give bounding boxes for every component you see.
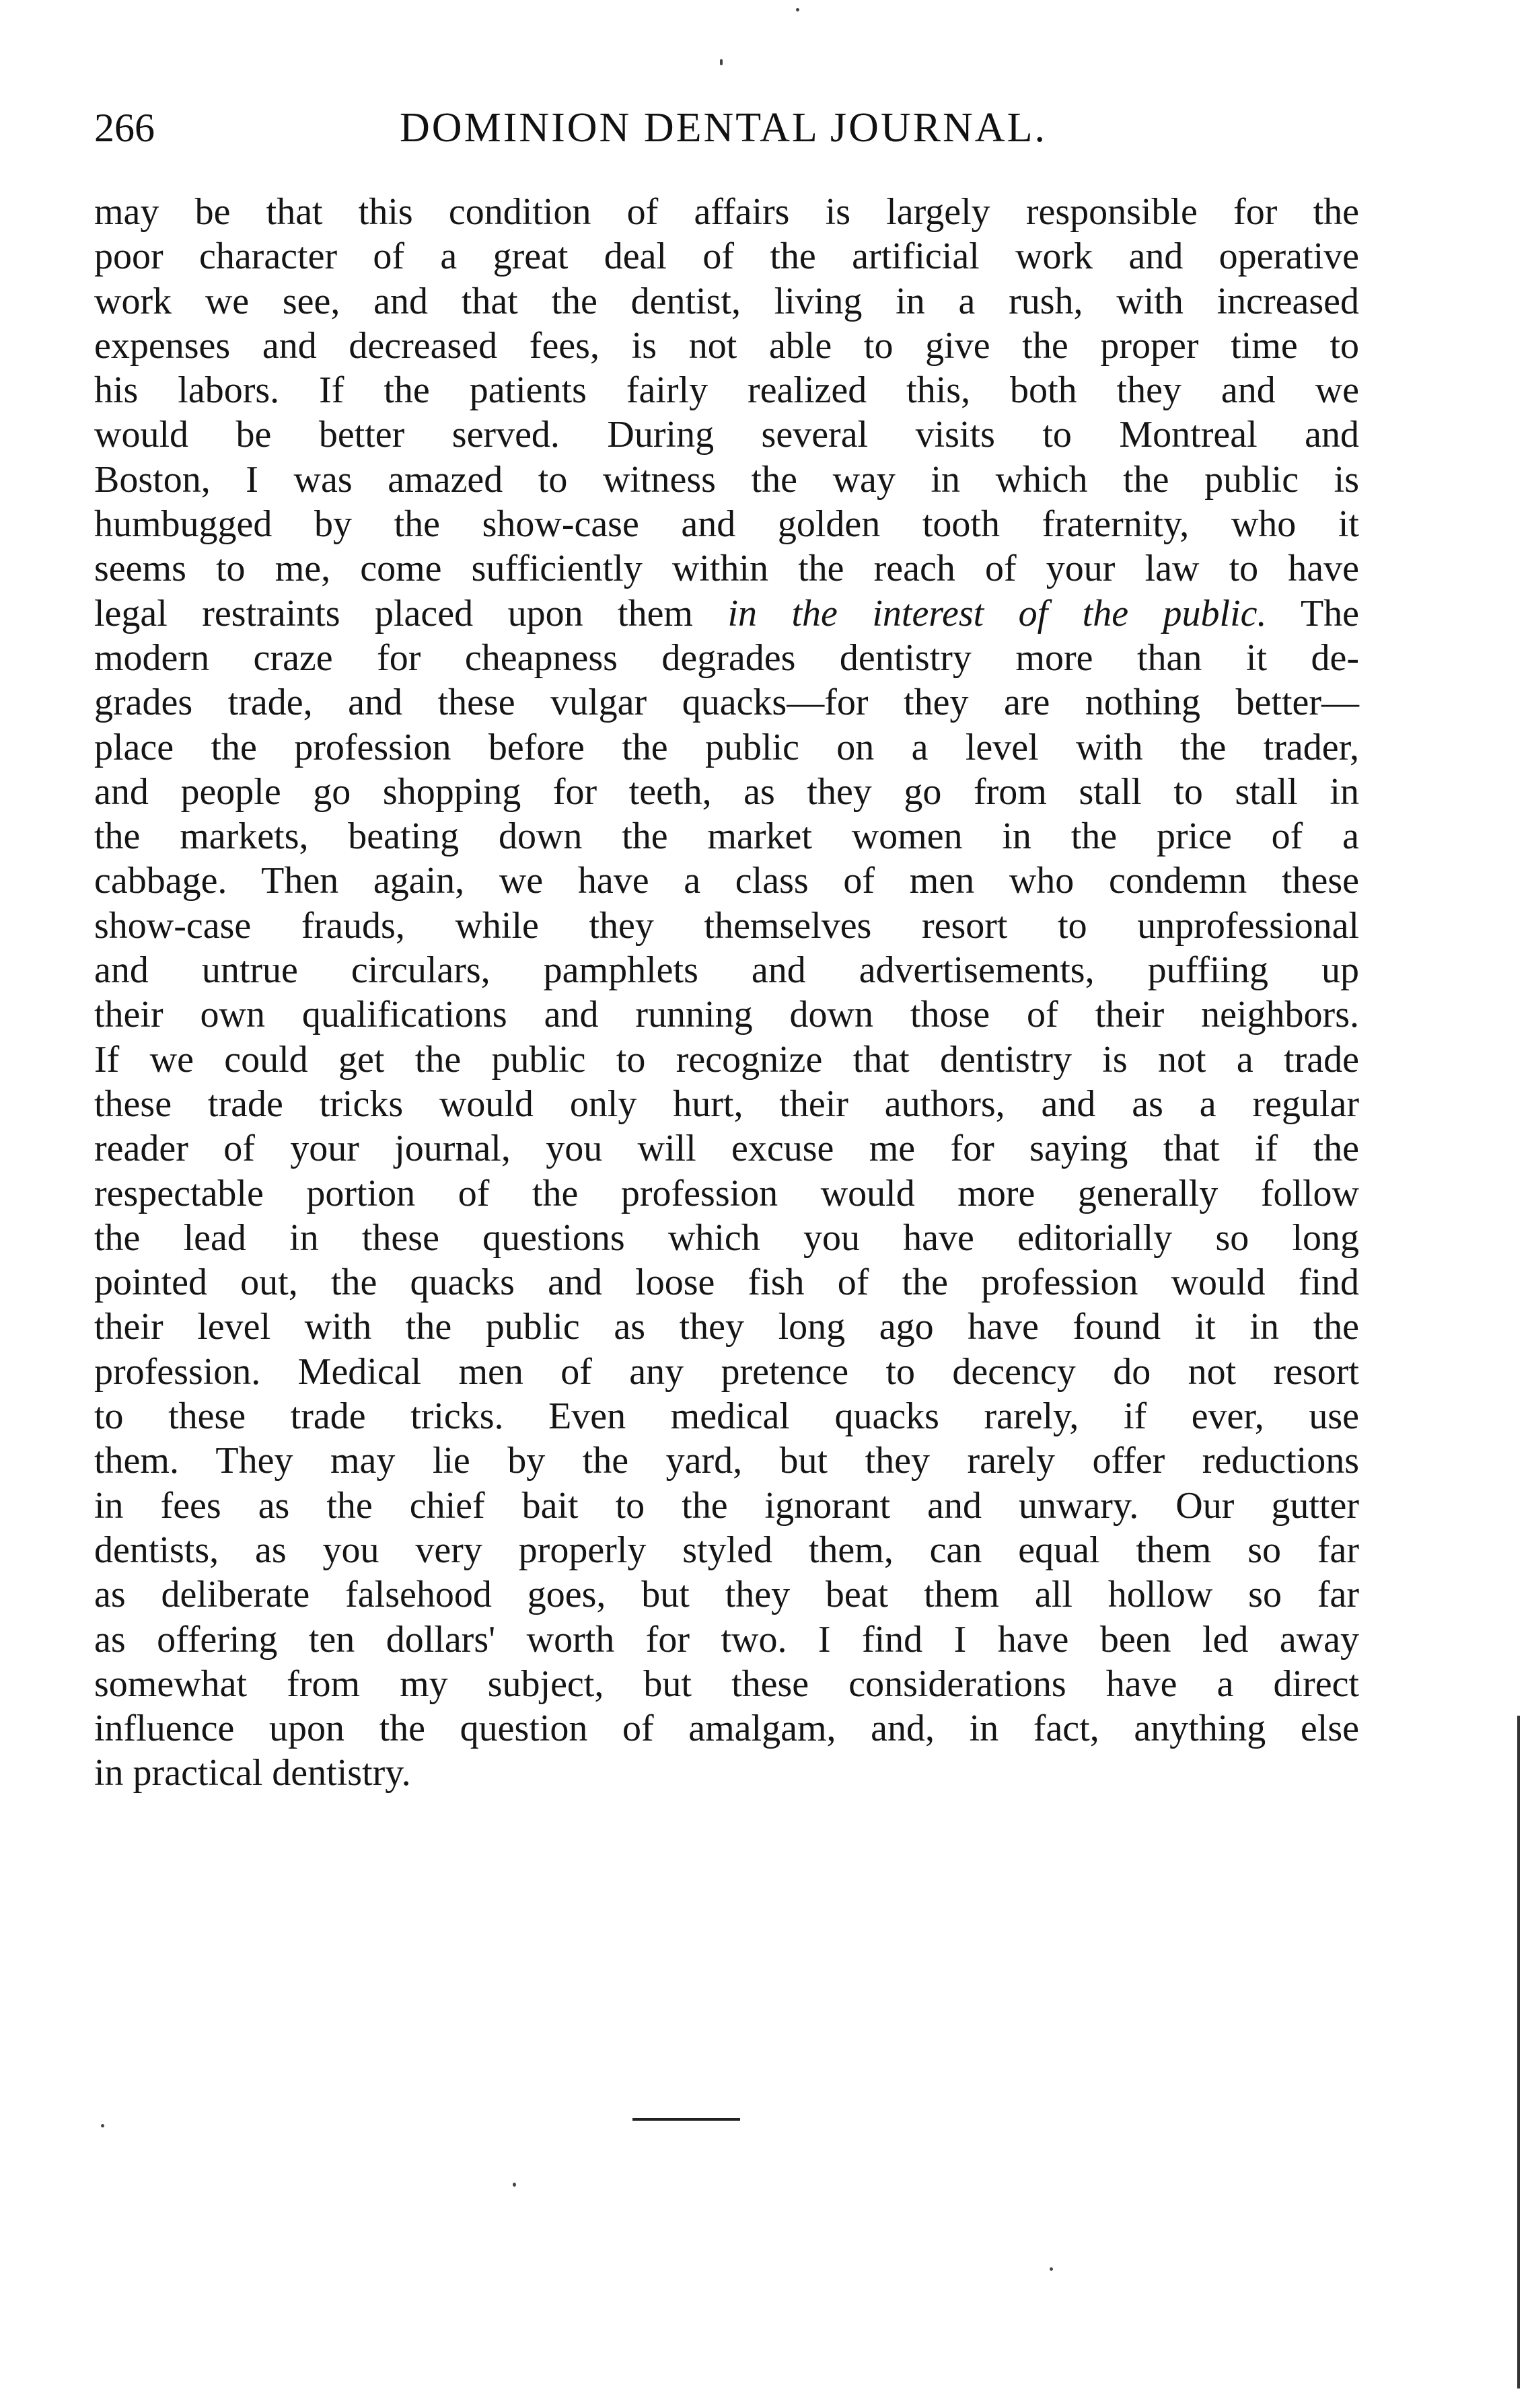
text-segment: The: [1300, 592, 1360, 634]
italic-phrase: in the interest of the public.: [727, 592, 1267, 634]
text-line: Boston, I was amazed to witness the way in which the public is: [94, 458, 1359, 501]
text-line: dentists, as you very properly styled them, can equal them so far: [94, 1529, 1359, 1571]
text-line: profession. Medical men of any pretence to decency do not resort: [94, 1350, 1359, 1393]
text-line: in practical dentistry.: [94, 1752, 411, 1794]
text-line: their level with the public as they long ago have found it in the: [94, 1306, 1359, 1348]
text-line: If we could get the public to recognize that dentistry is not a trade: [94, 1038, 1359, 1081]
page-number: 266: [94, 106, 155, 150]
text-line: somewhat from my subject, but these considerations have a direct: [94, 1663, 1359, 1705]
text-line: pointed out, the quacks and loose fish of the profession would find: [94, 1262, 1359, 1304]
text-line: expenses and decreased fees, is not able to give the proper time to: [94, 324, 1359, 367]
text-line: would be better served. During several visits to Montreal and: [94, 414, 1359, 456]
running-head: [94, 101, 1352, 155]
text-line: grades trade, and these vulgar quacks—for they are nothing better—: [94, 682, 1359, 724]
scan-edge-mark: [1517, 1716, 1520, 2388]
scan-speck: [101, 2124, 104, 2127]
scan-speck: [513, 2183, 516, 2187]
text-line: the markets, beating down the market women in the price of a: [94, 815, 1359, 858]
text-line: the lead in these questions which you have editorially so long: [94, 1216, 1359, 1259]
scan-speck: [720, 59, 723, 65]
text-line: their own qualifications and running down those of their neighbors.: [94, 994, 1359, 1036]
text-line: them. They may lie by the yard, but they rarely offer reductions: [94, 1440, 1359, 1482]
text-line: place the profession before the public on a level with the trader,: [94, 726, 1359, 768]
scan-speck: [1050, 2267, 1053, 2271]
text-line: humbugged by the show-case and golden tooth fraternity, who it: [94, 503, 1359, 546]
text-line: reader of your journal, you will excuse me for saying that if the: [94, 1128, 1359, 1170]
text-line: in fees as the chief bait to the ignorant and unwary. Our gutter: [94, 1484, 1359, 1527]
text-line: to these trade tricks. Even medical quacks rarely, if ever, use: [94, 1395, 1359, 1438]
section-divider-rule: [632, 2118, 740, 2121]
text-line: seems to me, come sufficiently within the reach of your law to have: [94, 548, 1359, 590]
text-line: respectable portion of the profession would more generally follow: [94, 1172, 1359, 1214]
text-line-with-italic: [94, 591, 1359, 636]
text-line: poor character of a great deal of the artificial work and operative: [94, 235, 1359, 278]
scan-speck: [796, 8, 799, 11]
text-line: may be that this condition of affairs is largely responsible for the: [94, 191, 1359, 233]
text-line: work we see, and that the dentist, living in a rush, with increased: [94, 280, 1359, 322]
article-body: [94, 190, 1359, 1796]
text-line: modern craze for cheapness degrades dentistry more than it de-: [94, 636, 1359, 679]
text-line: and untrue circulars, pamphlets and advertisements, puffiing up: [94, 949, 1359, 992]
text-line: cabbage. Then again, we have a class of men who condemn these: [94, 860, 1359, 902]
text-line: these trade tricks would only hurt, their authors, and as a regular: [94, 1083, 1359, 1125]
text-line: influence upon the question of amalgam, and, in fact, anything else: [94, 1708, 1359, 1750]
text-line: show-case frauds, while they themselves resort to unprofessional: [94, 904, 1359, 947]
text-segment: legal restraints placed upon them: [94, 592, 693, 634]
text-line: and people go shopping for teeth, as they go from stall to stall in: [94, 770, 1359, 813]
text-line: his labors. If the patients fairly realized this, both they and we: [94, 369, 1359, 412]
text-line: as offering ten dollars' worth for two. I find I have been led away: [94, 1618, 1359, 1661]
journal-title: DOMINION DENTAL JOURNAL.: [400, 105, 1047, 151]
text-line: as deliberate falsehood goes, but they beat them all hollow so far: [94, 1574, 1359, 1616]
